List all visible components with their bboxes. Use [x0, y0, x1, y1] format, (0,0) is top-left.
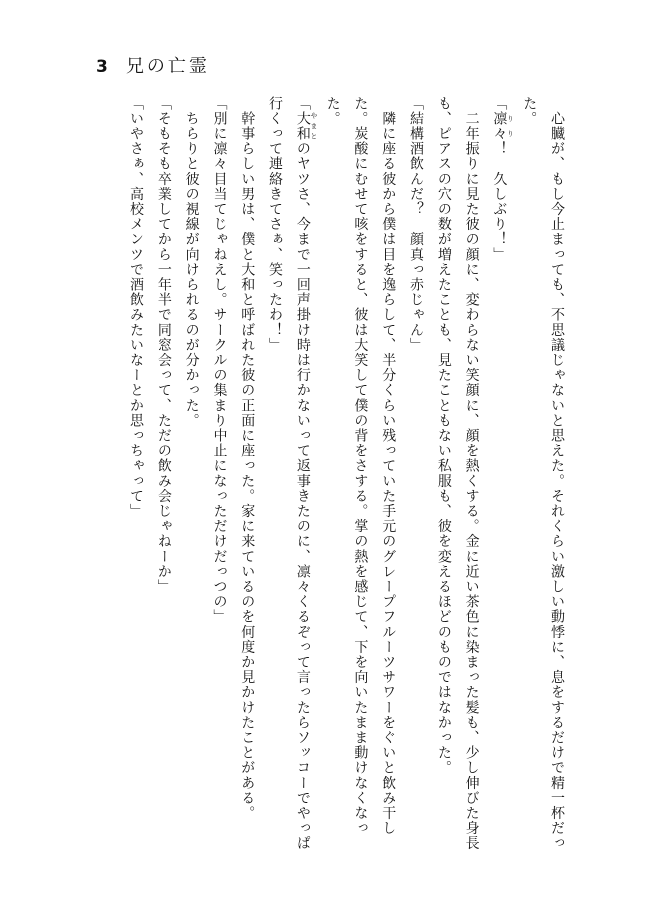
dialogue-line: 「結構酒飲んだ？ 顔真っ赤じゃん」: [408, 96, 425, 353]
furigana-text: やまと: [309, 111, 318, 142]
dialogue-text: 「大和 やまとのヤツさ、今まで一回声掛け時は行かないって返事きたのに、凛々くるぞって言ったらソッコーでやっぱ行くって連絡きてさぁ、笑ったわ！」: [267, 96, 318, 852]
paragraph: 心臓が、もし今止まっても、不思議じゃないと思えた。それくらい激しい動悸に、息をするだけで精一杯だった。: [521, 96, 565, 851]
chapter-title: 兄の亡霊: [125, 56, 210, 77]
vertical-body-text: [110, 96, 570, 856]
dialogue-line: 「いやさぁ、高校メンツで酒飲みたいなーとか思っちゃって」: [128, 96, 145, 519]
dialogue-line: [260, 96, 318, 856]
dialogue-line: [485, 96, 515, 856]
paragraph: 二年振りに見た彼の顔に、変わらない笑顔に、顔を熱くする。金に近い茶色に染まった髪も、少し伸びた身長も、ピアスの穴の数が増えたことも、見たこともない私服も、彼を変えるほどのものではなかった。: [435, 96, 480, 851]
furigana-text: りり: [506, 111, 515, 142]
paragraph: ちらりと彼の視線が向けられるのが分かった。: [183, 96, 200, 429]
paragraph: 隣に座る彼から僕は目を逸らして、半分くらい残っていた手元のグレープフルーツサワーをぐいと飲み干した。炭酸にむせて咳をすると、彼は大笑して僕の背をさする。掌の熱を感じて、下を向いたまま動けなくなった。: [324, 96, 397, 836]
dialogue-line: 「別に凛々目当てじゃねえし。サークルの集まり中止になっただけだっつの」: [211, 96, 228, 625]
ruby-annotation: 凛々 りり: [491, 111, 515, 142]
paragraph: 幹事らしい男は、僕と大和と呼ばれた彼の正面に座った。家に来ているのを何度か見かけたことがある。: [239, 96, 256, 821]
running-head: [96, 52, 210, 78]
chapter-number: 3: [96, 57, 108, 77]
dialogue-line: 「そもそも卒業してから一年半で同窓会って、ただの飲み会じゃねーか」: [155, 96, 172, 595]
dialogue-text: 「凛々 りり！ 久しぶり！」: [491, 96, 515, 263]
ruby-annotation: 大和 やまと: [294, 111, 318, 142]
